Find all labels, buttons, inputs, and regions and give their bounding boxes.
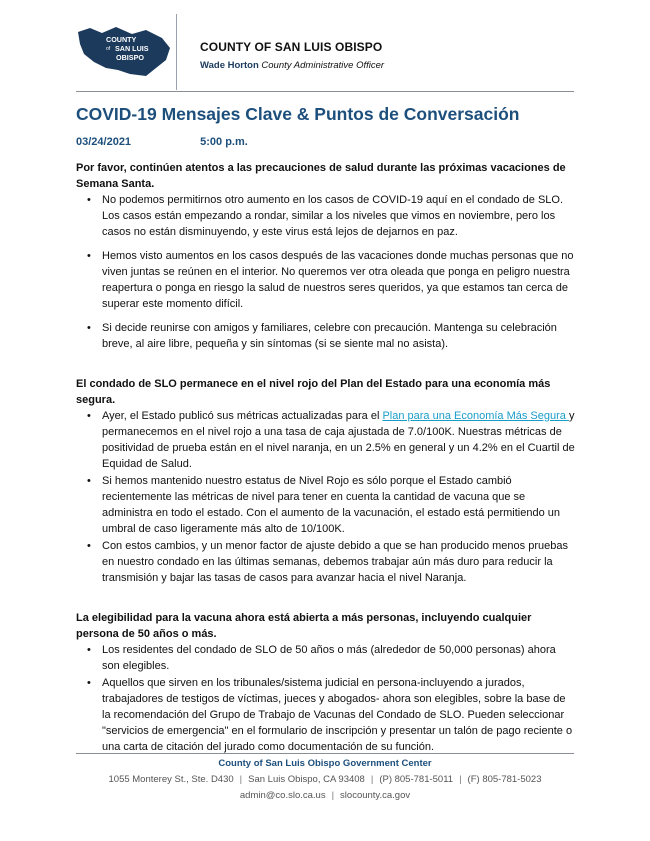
section-heading: Por favor, continúen atentos a las precauciones de salud durante las próximas vacaciones de Semana Santa.	[76, 162, 566, 190]
section-heading: El condado de SLO permanece en el nivel rojo del Plan del Estado para una economía más segura.	[76, 378, 551, 406]
logo-text-county: COUNTY	[106, 35, 137, 44]
footer-fax: (F) 805-781-5023	[467, 774, 542, 785]
footer-web-line: admin@co.slo.ca.us | slocounty.ca.gov	[239, 790, 411, 801]
header-divider	[176, 14, 177, 90]
list-item: • Aquellos que sirven en los tribunales/sistema judicial en persona-incluyendo a jurados, trabajadores de testigos de víctimas, jueces y abogados- ahora son elegibles, sobre la base de la recomendación del Grupo de Trabajo de Vacunas del Condado de SLO. Pueden seleccionar "servicios de emergencia" en el formulario de inscripción y presentar un talón de pago reciente o una carta de citación del jurado como documentación de su función.	[102, 675, 576, 755]
footer-website[interactable]: slocounty.ca.gov	[340, 790, 411, 801]
document-date: 03/24/2021	[76, 136, 132, 148]
footer-phone: (P) 805-781-5011	[379, 774, 454, 785]
list-item	[102, 408, 576, 472]
footer-email[interactable]: admin@co.slo.ca.us	[239, 790, 326, 801]
date-line	[76, 136, 248, 148]
list-item-text: Ayer, el Estado publicó sus métricas actualizadas para el	[102, 410, 383, 422]
organization-name: COUNTY OF SAN LUIS OBISPO	[200, 40, 383, 54]
county-logo	[76, 24, 172, 80]
footer-contact-line: 1055 Monterey St., Ste. D430 | San Luis Obispo, CA 93408 | (P) 805-781-5011 | (F) 805-781-5023	[108, 774, 542, 785]
footer-title: County of San Luis Obispo Government Center	[218, 758, 432, 769]
document-time: 5:00 p.m.	[200, 136, 248, 148]
section-heading: La elegibilidad para la vacuna ahora está abierta a más personas, incluyendo cualquier persona de 50 años o más.	[76, 612, 532, 640]
document-body	[76, 160, 576, 769]
footer-rule	[76, 753, 574, 754]
logo-text-obispo: OBISPO	[116, 53, 144, 62]
footer-city: San Luis Obispo, CA 93408	[248, 774, 365, 785]
bullet-list	[76, 408, 576, 586]
bullet-list	[76, 192, 576, 352]
officer-title: County Administrative Officer	[261, 60, 385, 71]
officer-line	[200, 60, 384, 71]
list-item: • Si hemos mantenido nuestro estatus de Nivel Rojo es sólo porque el Estado cambió recientemente las métricas de nivel para tener en cuenta la cantidad de vacuna que se administra en todo el estado. Con el aumento de la vacunación, el estado está permitiendo un umbral de caso ligeramente más alto de 10/100K.	[102, 473, 576, 537]
safer-economy-link[interactable]: Plan para una Economía Más Segura	[382, 410, 569, 422]
bullet-list	[76, 642, 576, 755]
logo-text-sanluis: SAN LUIS	[115, 44, 149, 53]
list-item: • Si decide reunirse con amigos y familiares, celebre con precaución. Mantenga su celebración breve, al aire libre, pequeña y sin síntomas (si se siente mal no asista).	[102, 320, 576, 352]
list-item-text: y permanecemos en el nivel rojo a una tasa de caja ajustada de 7.0/100K. Nuestras métricas de positividad de prueba están en el nivel naranja, en un 2.5% en general y un 4.2% en el Cuartil de Equidad de Salud.	[102, 410, 575, 470]
officer-name: Wade Horton	[200, 60, 259, 71]
section-vaccine-eligibility	[76, 610, 576, 755]
list-item: • Hemos visto aumentos en los casos después de las vacaciones donde muchas personas que no viven juntas se reúnen en el interior. No queremos ver otra oleada que ponga en peligro nuestra reapertura o ponga en riesgo la salud de nuestros seres queridos, ya que estamos tan cerca de superar este momento difícil.	[102, 248, 576, 312]
letterhead	[76, 14, 576, 92]
section-holiday-precautions	[76, 160, 576, 352]
logo-text-of: of	[106, 46, 111, 52]
header-rule	[76, 91, 574, 92]
list-item: • Con estos cambios, y un menor factor de ajuste debido a que se han producido menos pruebas en nuestro condado en las últimas semanas, debemos trabajar aún más duro para reducir la transmisión y bajar las tasas de casos para avanzar hacia el nivel Naranja.	[102, 538, 576, 586]
footer-address: 1055 Monterey St., Ste. D430	[108, 774, 234, 785]
document-title: COVID-19 Mensajes Clave & Puntos de Conversación	[76, 104, 520, 124]
section-red-tier	[76, 376, 576, 586]
list-item: • No podemos permitirnos otro aumento en los casos de COVID-19 aquí en el condado de SLO. Los casos están empezando a rondar, similar a los niveles que vimos en noviembre, pero los casos no están disminuyendo, y este virus está lejos de dejarnos en paz.	[102, 192, 576, 240]
list-item: • Los residentes del condado de SLO de 50 años o más (alrededor de 50,000 personas) ahora son elegibles.	[102, 642, 576, 674]
